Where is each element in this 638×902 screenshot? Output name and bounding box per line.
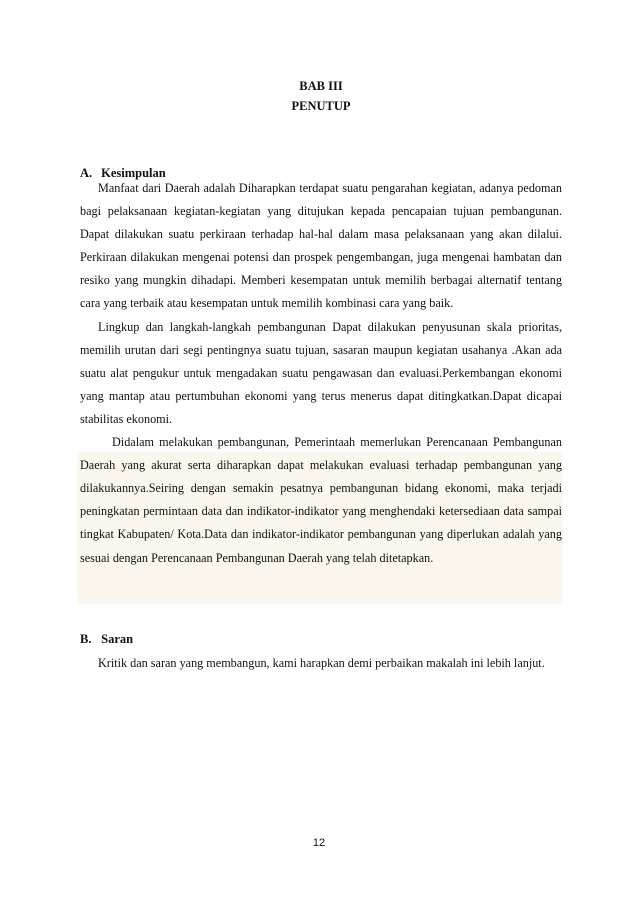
paragraph: Lingkup dan langkah-langkah pembangunan Dapat dilakukan penyusunan skala prioritas, memilih urutan dari segi pentingnya suatu tujuan, sasaran maupun kegiatan usahanya .Akan ada suatu alat pengukur untuk mengadakan suatu pengawasan dan evaluasi.Perkembangan ekonomi yang mantap atau pertumbuhan ekonomi yang terus menerus dapat ditingkatkan.Dapat dicapai stabilitas ekonomi. <box>80 319 562 426</box>
section-a-number: A. <box>80 166 93 180</box>
section-b-heading <box>80 632 133 647</box>
paragraph: Manfaat dari Daerah adalah Diharapkan terdapat suatu pengarahan kegiatan, adanya pedoman bagi pelaksanaan kegiatan-kegiatan yang ditujukan kepada pencapaian tujuan pembangunan. Dapat dilakukan suatu perkiraan terhadap hal-hal dalam masa pelaksanaan yang akan dilalui. Perkiraan dilakukan mengenai potensi dan prospek pengembangan, juga mengenai hambatan dan resiko yang mungkin dihadapi. Memberi kesempatan untuk memilih berbagai alternatif tentang cara yang terbaik atau kesempatan untuk memilih kombinasi cara yang baik. <box>80 181 562 311</box>
paragraph: Didalam melakukan pembangunan, Pemerintaah memerlukan Perencanaan Pembangunan Daerah yang akurat serta diharapkan dapat melakukan evaluasi terhadap pembangunan yang dilakukannya.Seiring dengan semakin pesatnya pembangunan bidang ekonomi, maka terjadi peningkatan permintaan data dan indikator-indikator yang menghendaki ketersediaan data sampai tingkat Kabupaten/ Kota.Data dan indikator-indikator pembangunan yang diperlukan adalah yang sesuai dengan Perencanaan Pembangunan Daerah yang telah ditetapkan. <box>80 435 562 565</box>
chapter-title: PENUTUP <box>291 99 351 113</box>
section-b-title: Saran <box>101 632 134 646</box>
section-a-title: Kesimpulan <box>101 166 166 180</box>
page-number: 12 <box>312 837 326 849</box>
paragraph: Kritik dan saran yang membangun, kami harapkan demi perbaikan makalah ini lebih lanjut. <box>98 656 545 670</box>
chapter-label: BAB III <box>299 79 343 93</box>
section-b-number: B. <box>80 632 92 646</box>
section-b-body <box>80 652 562 675</box>
section-a-body <box>80 177 562 570</box>
